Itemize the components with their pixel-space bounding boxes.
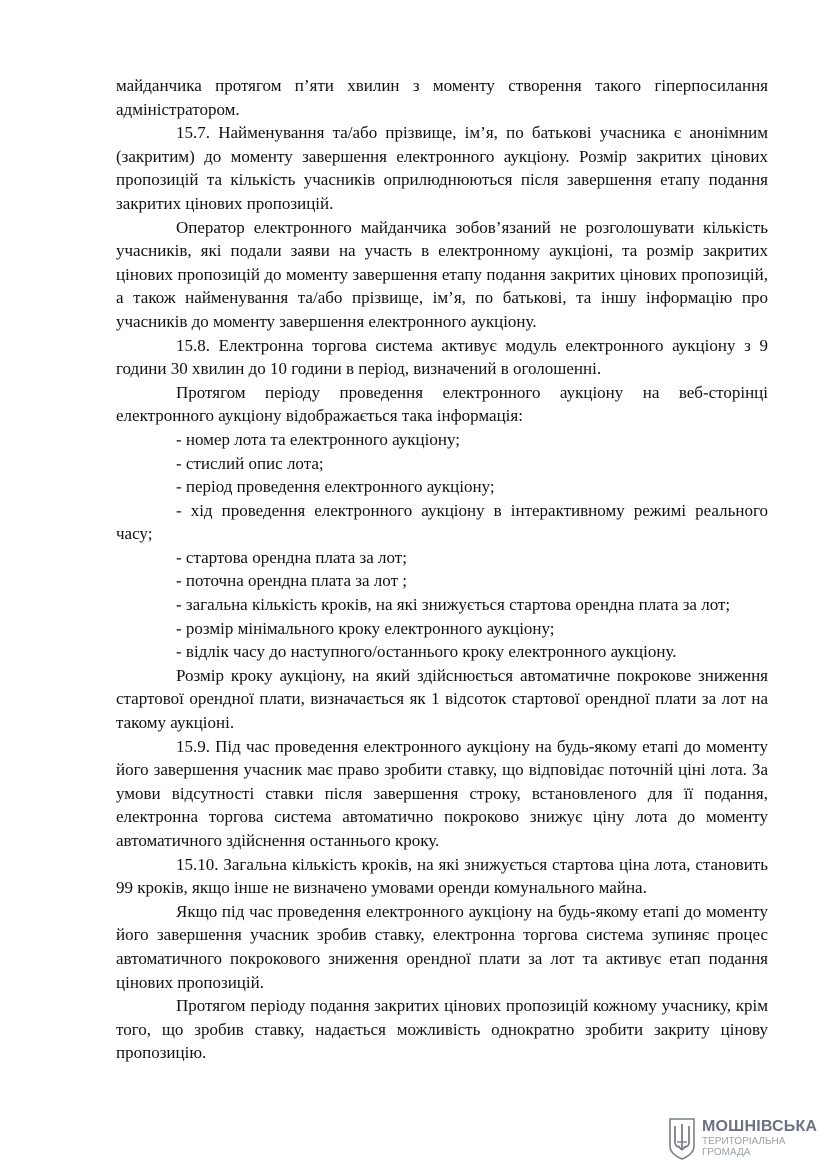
paragraph-15-9: 15.9. Під час проведення електронного аукціону на будь-якому етапі до моменту його завершення учасник має право зробити ставку, що відповідає поточній ціні лота. За умови відсутності ставки після завершення строку, встановленого для її подання, електронна торгова система автоматично покроково знижує ціну лота до моменту автоматичного здійснення останнього кроку. bbox=[116, 736, 768, 850]
paragraph-step-size: Розмір кроку аукціону, на який здійснюється автоматичне покрокове зниження стартової орендної плати, визначається як 1 відсоток стартової орендної плати за лот на такому аукціоні. bbox=[116, 665, 768, 733]
logo-subtitle-2: ГРОМАДА bbox=[702, 1146, 751, 1158]
paragraph-operator-duty: Оператор електронного майданчика зобов’язаний не розголошувати кількість учасників, які подали заяви на участь в електронному аукціоні, та розмір закритих цінових пропозицій до моменту завершення етапу подання закритих цінових пропозицій, а також найменування та/або прізвище, ім’я, по батькові, та іншу інформацію про учасників до моменту завершення електронного аукціону. bbox=[116, 217, 768, 331]
paragraph-continuation: майданчика протягом п’яти хвилин з моменту створення такого гіперпосилання адміністратором. bbox=[116, 76, 768, 119]
list-item: - відлік часу до наступного/останнього кроку електронного аукціону. bbox=[176, 642, 677, 662]
paragraph-closed-price-offer: Протягом періоду подання закритих цінових пропозицій кожному учаснику, крім того, що зробив ставку, надається можливість однократно зробити закриту цінову пропозицію. bbox=[116, 996, 768, 1063]
list-item: - хід проведення електронного аукціону в інтерактивному режимі реального часу; bbox=[116, 500, 768, 544]
community-watermark-logo bbox=[668, 1113, 818, 1163]
paragraph-15-10: 15.10. Загальна кількість кроків, на які знижується стартова ціна лота, становить 99 кроків, якщо інше не визначено умовами оренди комунального майна. bbox=[116, 854, 768, 898]
paragraph-15-7: 15.7. Найменування та/або прізвище, ім’я, по батькові учасника є анонімним (закритим) до моменту завершення електронного аукціону. Розмір закритих цінових пропозицій та кількість учасників оприлюднюються після завершення етапу подання закритих цінових пропозицій. bbox=[116, 123, 768, 213]
list-item: - період проведення електронного аукціону; bbox=[176, 477, 495, 497]
list-item: - номер лота та електронного аукціону; bbox=[176, 429, 460, 449]
paragraph-bid-stops-decrease: Якщо під час проведення електронного аукціону на будь-якому етапі до моменту його завершення учасник зробив ставку, електронна торгова система зупиняє процес автоматичного покрокового зниження орендної плати за лот та активує етап подання цінових пропозицій. bbox=[116, 901, 768, 992]
paragraph-auction-info-intro: Протягом періоду проведення електронного аукціону на веб-сторінці електронного аукціону відображається така інформація: bbox=[116, 382, 768, 426]
logo-title: МОШНІВСЬКА bbox=[702, 1117, 818, 1135]
list-item: - поточна орендна плата за лот ; bbox=[176, 571, 407, 591]
list-item: - стартова орендна плата за лот; bbox=[176, 547, 407, 567]
list-item: - загальна кількість кроків, на які знижується стартова орендна плата за лот; bbox=[176, 595, 731, 615]
trident-coat-of-arms-icon bbox=[668, 1116, 696, 1160]
document-body bbox=[116, 74, 768, 1065]
list-item: - стислий опис лота; bbox=[176, 453, 324, 473]
logo-subtitle: ТЕРИТОРІАЛЬНА bbox=[702, 1135, 786, 1147]
paragraph-15-8: 15.8. Електронна торгова система активує модуль електронного аукціону з 9 години 30 хвилин до 10 години в період, визначений в оголошенні. bbox=[116, 335, 768, 379]
list-item: - розмір мінімального кроку електронного аукціону; bbox=[176, 618, 555, 638]
